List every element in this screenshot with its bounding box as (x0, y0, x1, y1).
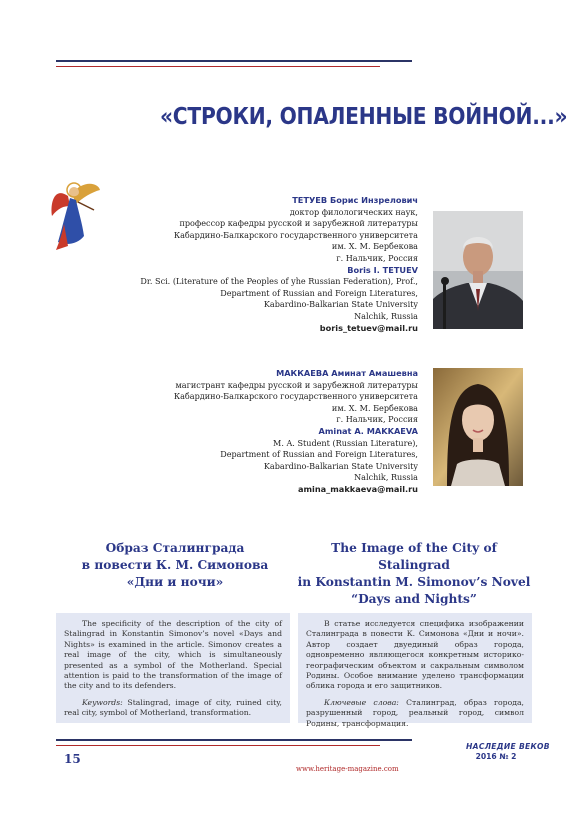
bottom-rule-navy (56, 739, 412, 741)
author-1-info (140, 195, 418, 334)
article-title-ru (56, 540, 294, 591)
journal-issue: 2016 № 2 (475, 752, 517, 761)
article-title-en (296, 540, 532, 608)
author-1-detail-en: Department of Russian and Foreign Literatures, (220, 287, 418, 298)
website-link[interactable]: www.heritage-magazine.com (296, 765, 399, 773)
author-1-detail-ru: профессор кафедры русской и зарубежной литературы (179, 218, 418, 229)
author-2-name-ru: МАККАЕВА Аминат Амашевна (276, 368, 418, 378)
top-rule-red (56, 66, 380, 67)
angel-icon (48, 176, 102, 256)
article-title-ru-line: Образ Сталинграда (105, 541, 245, 555)
author-2-info (174, 368, 418, 496)
article-title-en-line: The Image of the City of Stalingrad (331, 541, 497, 572)
author-2-detail-en: Nalchik, Russia (354, 472, 418, 483)
author-2-photo (433, 368, 523, 486)
abstract-en (56, 613, 290, 723)
abstract-ru-keywords-label: Ключевые слова: (324, 697, 399, 707)
abstract-en-keywords-text: Stalingrad, image of city, ruined city, real city, symbol of Motherland, transformation. (64, 697, 282, 718)
author-1-detail-ru: им. Х. М. Бербекова (331, 241, 418, 252)
abstract-en-text: The specificity of the description of the city of Stalingrad in Konstantin Simonov’s novel «Days and Nights» is examined in the article. Simonov creates a real image of the city, which is simultaneously presented as a symbol of the Motherland. Special attention is paid to the transformation of the image of the city and to its defenders. (64, 619, 282, 691)
abstract-ru-text: В статье исследуется специфика изображении Сталинграда в повести К. Симонова «Дни и ночи». Автор создает двуединый образ города, одновременно являющегося конкретным историко-географическим объектом и сакральным символом Родины. Особое внимание уделено трансформации облика города и его защитников. (306, 619, 524, 691)
author-1-detail-en: Dr. Sci. (Literature of the Peoples of yhe Russian Federation), Prof., (140, 276, 418, 287)
journal-name (466, 742, 550, 761)
author-2-detail-en: M. A. Student (Russian Literature), (273, 437, 418, 448)
author-1-detail-ru: г. Нальчик, Россия (336, 252, 418, 263)
author-1-detail-en: Kabardino-Balkarian State University (263, 299, 418, 310)
author-1-detail-ru: Кабардино-Балкарского государственного университета (173, 229, 418, 240)
article-title-ru-line: «Дни и ночи» (126, 575, 224, 589)
abstract-ru-keywords-text: Сталинград, образ города, разрушенный город, реальный город, символ Родины, трансформация. (306, 697, 524, 728)
abstract-en-keywords (64, 698, 282, 719)
author-2-email[interactable]: amina_makkaeva@mail.ru (297, 483, 418, 494)
author-2-name-en: Aminat A. MAKKAEVA (318, 425, 418, 436)
author-2-detail-ru: им. Х. М. Бербекова (331, 402, 418, 413)
author-1-email[interactable]: boris_tetuev@mail.ru (319, 322, 418, 333)
author-1-detail-en: Nalchik, Russia (354, 310, 418, 321)
abstract-en-keywords-label: Keywords: (82, 697, 123, 707)
author-2-detail-en: Kabardino-Balkarian State University (263, 460, 418, 471)
bottom-rule-red (56, 745, 380, 746)
author-1-detail-ru: доктор филологических наук, (289, 206, 418, 217)
author-1-name-ru: ТЕТУЕВ Борис Инзрелович (292, 195, 418, 205)
journal-title: НАСЛЕДИЕ ВЕКОВ (466, 742, 550, 751)
abstract-ru-keywords (306, 698, 524, 729)
page-number: 15 (64, 752, 81, 766)
abstract-ru (298, 613, 532, 728)
article-title-ru-line: в повести К. М. Симонова (81, 558, 269, 572)
author-2-detail-ru: г. Нальчик, Россия (336, 414, 418, 425)
top-rule-navy (56, 60, 412, 62)
author-2-detail-en: Department of Russian and Foreign Literatures, (220, 449, 418, 460)
article-title-en-line: “Days and Nights” (351, 592, 477, 606)
author-2-detail-ru: Кабардино-Балкарского государственного университета (173, 391, 418, 402)
author-1-name-en: Boris I. TETUEV (347, 264, 418, 275)
page-title: «СТРОКИ, ОПАЛЕННЫЕ ВОЙНОЙ...» (160, 104, 568, 130)
author-2-detail-ru: магистрант кафедры русской и зарубежной литературы (175, 379, 418, 390)
article-title-en-line: in Konstantin M. Simonov’s Novel (297, 575, 531, 589)
author-1-photo (433, 211, 523, 329)
